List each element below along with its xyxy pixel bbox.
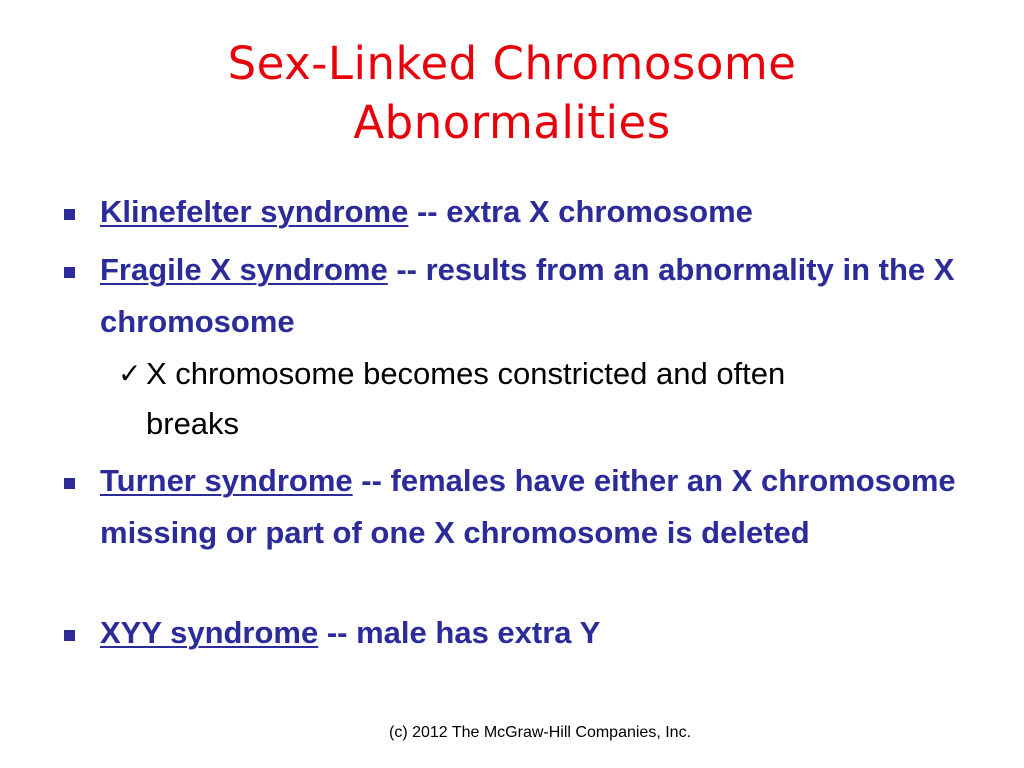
bullet-text xyxy=(100,244,980,348)
bullet-text xyxy=(100,607,980,659)
square-bullet-icon xyxy=(64,267,75,278)
bullet-description: -- extra X chromosome xyxy=(408,194,753,229)
bullet-term: XYY syndrome xyxy=(100,615,319,650)
bullet-description: -- results from an abnormality in the X chromosome xyxy=(100,252,955,339)
slide-title-line-2: Abnormalities xyxy=(353,96,671,149)
bullet-term: Fragile X syndrome xyxy=(100,252,388,287)
bullet-description: -- females have either an X chromosome missing or part of one X chromosome is deleted xyxy=(100,463,956,550)
square-bullet-icon xyxy=(64,630,75,641)
bullet-text xyxy=(100,186,980,238)
square-bullet-icon xyxy=(64,209,75,220)
square-bullet-icon xyxy=(64,478,75,489)
checkmark-icon: ✓ xyxy=(118,357,142,390)
bullet-text xyxy=(100,455,980,559)
slide-title-line-1: Sex-Linked Chromosome xyxy=(227,37,797,90)
sub-bullet-text: X chromosome becomes constricted and often breaks xyxy=(146,356,786,441)
copyright-footer: (c) 2012 The McGraw-Hill Companies, Inc. xyxy=(388,724,692,741)
bullet-term: Turner syndrome xyxy=(100,463,353,498)
bullet-term: Klinefelter syndrome xyxy=(100,194,409,229)
bullet-description: -- male has extra Y xyxy=(318,615,601,650)
